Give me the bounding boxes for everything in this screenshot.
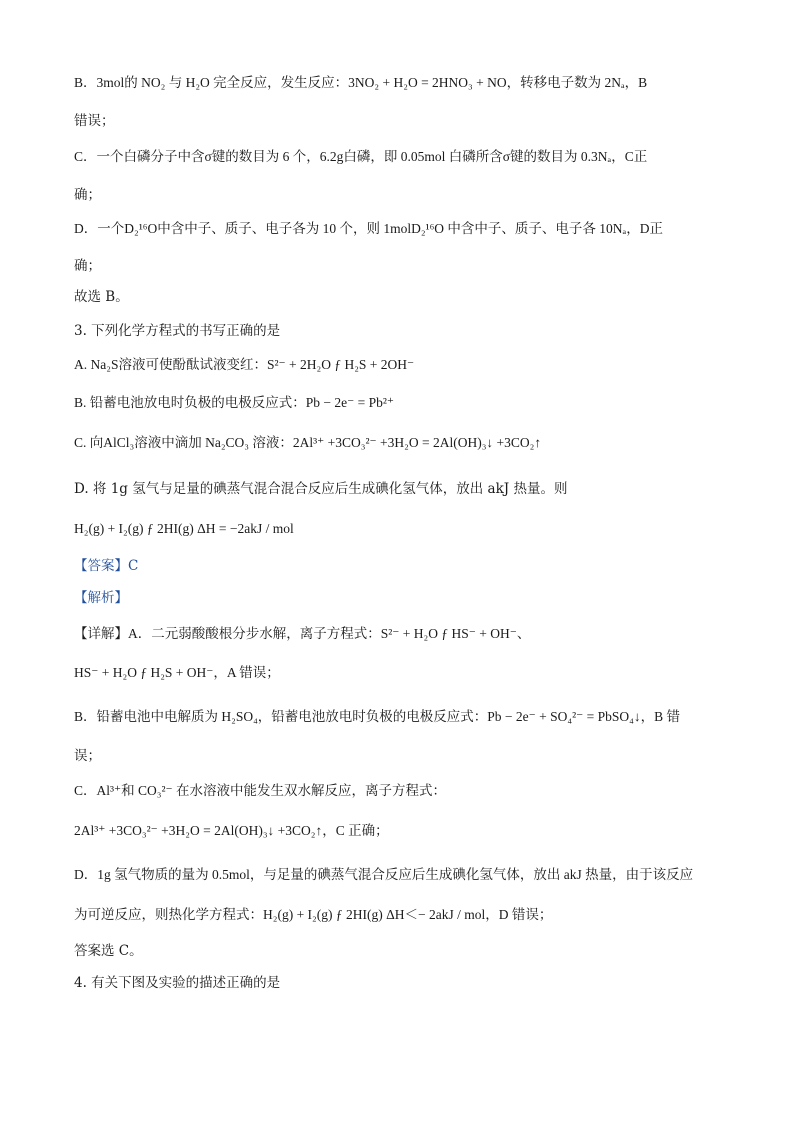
explanation-c-line-1: C．Al³⁺和 CO₃²⁻ 在水溶液中能发生双水解反应，离子方程式： bbox=[74, 783, 447, 798]
question-3-option-c: C. 向AlCl₃溶液中滴加 Na₂CO₃ 溶液：2Al³⁺ +3CO₃²⁻ +3H₂O = 2Al(OH)₃↓ +3CO₂↑ bbox=[74, 435, 542, 450]
conclusion-line-1: 故选 B。 bbox=[74, 289, 129, 305]
explanation-b-line-2: 误； bbox=[74, 748, 101, 764]
explanation-d-line-1: D．1g 氢气物质的量为 0.5mol，与足量的碘蒸气混合反应后生成碘化氢气体，放出 akJ 热量，由于该反应 bbox=[74, 867, 694, 882]
question-3-option-d-equation: H₂(g) + I₂(g) ƒ 2HI(g) ΔH = −2akJ / mol bbox=[74, 521, 294, 536]
conclusion-line-2: 答案选 C。 bbox=[74, 943, 143, 959]
question-3-option-d: D. 将 1g 氢气与足量的碘蒸气混合混合反应后生成碘化氢气体，放出 akJ 热量。则 bbox=[74, 481, 568, 497]
explanation-label: 【解析】 bbox=[74, 590, 128, 606]
explanation-c-line-2: 2Al³⁺ +3CO₃²⁻ +3H₂O = 2Al(OH)₃↓ +3CO₂↑，C 正确； bbox=[74, 823, 389, 838]
option-c-line-2: 确； bbox=[74, 187, 101, 203]
option-d-line-2: 确； bbox=[74, 258, 101, 274]
option-c-line-1: C．一个白磷分子中含σ键的数目为 6 个，6.2g白磷，即 0.05mol 白磷所含σ键的数目为 0.3Nₐ，C正 bbox=[74, 149, 648, 164]
option-b-line-1: B．3mol的 NO₂ 与 H₂O 完全反应，发生反应：3NO₂ + H₂O = 2HNO₃ + NO，转移电子数为 2Nₐ，B bbox=[74, 75, 648, 90]
option-b-line-2: 错误； bbox=[74, 113, 115, 129]
question-3-stem: 3. 下列化学方程式的书写正确的是 bbox=[74, 323, 281, 339]
answer-label: 【答案】C bbox=[74, 558, 139, 574]
explanation-b-line-1: B．铅蓄电池中电解质为 H₂SO₄，铅蓄电池放电时负极的电极反应式：Pb − 2e⁻ + SO₄²⁻ = PbSO₄↓，B 错 bbox=[74, 709, 681, 724]
question-3-option-b: B. 铅蓄电池放电时负极的电极反应式：Pb − 2e⁻ = Pb²⁺ bbox=[74, 395, 395, 410]
explanation-d-line-2: 为可逆反应，则热化学方程式：H₂(g) + I₂(g) ƒ 2HI(g) ΔH＜− 2akJ / mol，D 错误； bbox=[74, 907, 553, 922]
question-4-stem: 4. 有关下图及实验的描述正确的是 bbox=[74, 975, 281, 991]
option-d-line-1: D．一个D₂¹⁶O中含中子、质子、电子各为 10 个，则 1molD₂¹⁶O 中含中子、质子、电子各 10Nₐ，D正 bbox=[74, 221, 663, 236]
explanation-a-line-1: 【详解】A．二元弱酸酸根分步水解，离子方程式：S²⁻ + H₂O ƒ HS⁻ + OH⁻、 bbox=[74, 626, 531, 641]
question-3-option-a: A. Na₂S溶液可使酚酞试液变红：S²⁻ + 2H₂O ƒ H₂S + 2OH⁻ bbox=[74, 357, 415, 372]
explanation-a-line-2: HS⁻ + H₂O ƒ H₂S + OH⁻，A 错误； bbox=[74, 665, 280, 680]
